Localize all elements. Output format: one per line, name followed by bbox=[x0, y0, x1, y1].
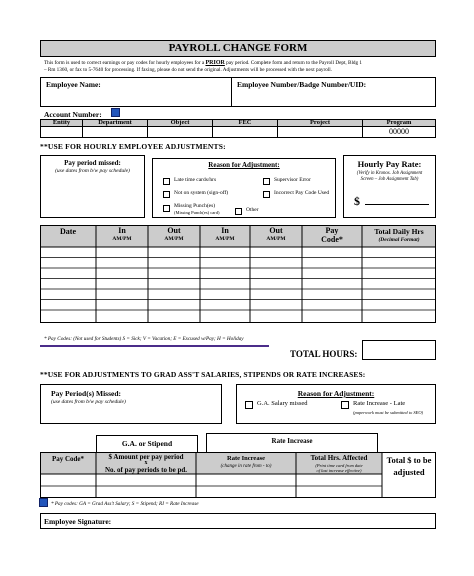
time-col-in-2-ampm: AM/PM bbox=[215, 236, 235, 242]
adj-col-total-2: adjusted bbox=[393, 467, 425, 477]
employee-signature-label: Employee Signature: bbox=[44, 517, 112, 526]
grad-tab-ga-label: G.A. or Stipend bbox=[121, 439, 173, 448]
account-table bbox=[40, 119, 436, 138]
time-col-in-1-ampm: AM/PM bbox=[112, 236, 132, 242]
reason-missing-punch-label: Missing Punch(es) bbox=[174, 203, 216, 209]
time-col-out-1: Out bbox=[167, 226, 181, 235]
grad-tab-rate-label: Rate Increase bbox=[271, 437, 313, 445]
grad-reason-title: Reason for Adjustment: bbox=[297, 389, 375, 398]
time-col-in-1: In bbox=[118, 226, 126, 235]
account-header-fec: FEC bbox=[238, 119, 252, 126]
grad-tab-rate-increase bbox=[206, 433, 378, 453]
reason-supervisor-error-checkbox[interactable] bbox=[263, 178, 270, 185]
adj-col-amount-2: x bbox=[144, 460, 148, 466]
grad-reason-salary-label: G.A. Salary missed bbox=[257, 400, 308, 407]
hourly-rate-dollar: $ bbox=[354, 194, 360, 208]
adj-paycodes-marker bbox=[39, 498, 48, 507]
account-cell-fec[interactable] bbox=[212, 126, 278, 138]
intro-line-1b: pay period. Complete form and return to the Payroll Dept, Bldg 1 bbox=[226, 60, 362, 66]
adj-col-hours: Total Hrs. Affected bbox=[310, 454, 368, 462]
time-col-total: Total Daily Hrs bbox=[374, 227, 424, 236]
form-title-bar bbox=[40, 40, 436, 57]
adj-col-rate-sub: (change in rate from - to) bbox=[220, 464, 272, 469]
grad-reason-box bbox=[236, 384, 436, 424]
hourly-missed-label: Pay period missed: bbox=[64, 159, 121, 167]
intro-line-1a: This form is used to correct earnings or pay codes for hourly employees for a bbox=[44, 60, 205, 66]
reason-incorrect-pay-code-checkbox[interactable] bbox=[263, 191, 270, 198]
section-divider-purple bbox=[40, 345, 269, 347]
reason-other-checkbox[interactable] bbox=[235, 208, 242, 215]
reason-missing-punch-checkbox[interactable] bbox=[163, 205, 170, 212]
time-col-in-2: In bbox=[221, 226, 229, 235]
account-header-project: Project bbox=[309, 119, 331, 126]
hourly-pay-rate-box bbox=[343, 155, 436, 218]
account-number-label: Account Number: bbox=[44, 110, 102, 119]
account-program-value: 00000 bbox=[389, 127, 409, 136]
reason-late-time-label: Late time cards/hrs bbox=[174, 177, 217, 183]
employee-number-field[interactable] bbox=[231, 77, 436, 107]
reason-not-on-system-checkbox[interactable] bbox=[163, 191, 170, 198]
grad-reason-salary-checkbox[interactable] bbox=[245, 401, 253, 409]
adj-col-hours-sub-1: (Print time card from date bbox=[315, 463, 363, 468]
time-col-paycode: Pay bbox=[325, 226, 339, 235]
adj-paycodes-note: * Pay codes: GA = Grad Ass't Salary; S = Stipend; RI = Rate Increase bbox=[51, 501, 199, 507]
total-hours-label: TOTAL HOURS: bbox=[290, 349, 358, 359]
reason-late-time-checkbox[interactable] bbox=[163, 178, 170, 185]
hourly-rate-title: Hourly Pay Rate: bbox=[357, 159, 422, 169]
hourly-rate-input[interactable] bbox=[365, 204, 429, 205]
adj-col-amount-1: $ Amount per pay period bbox=[108, 453, 184, 461]
total-hours-input[interactable] bbox=[362, 340, 436, 360]
hourly-pay-period-field[interactable] bbox=[40, 155, 145, 218]
hourly-missed-sub: (use dates from b/w pay schedule) bbox=[55, 168, 130, 174]
grad-section-heading: **USE FOR ADJUSTMENTS TO GRAD ASS'T SALARIES, STIPENDS OR RATE INCREASES: bbox=[40, 370, 366, 379]
reason-not-on-system-label: Not on system (sign-off) bbox=[174, 190, 229, 196]
intro-line-1 bbox=[44, 60, 362, 66]
account-cell-department[interactable] bbox=[82, 126, 148, 138]
grad-pay-period-field[interactable] bbox=[40, 384, 222, 424]
adjustment-table bbox=[40, 452, 436, 498]
reason-supervisor-error-label: Supervisor Error bbox=[274, 177, 311, 183]
reason-missing-punch-sub: (Missing Punch(es) card) bbox=[174, 210, 220, 215]
time-col-out-1-ampm: AM/PM bbox=[164, 236, 184, 242]
grad-reason-note: (paperwork must be submitted to SEO) bbox=[353, 410, 424, 415]
account-cell-project[interactable] bbox=[277, 126, 363, 138]
intro-line-2: – Rm 1360, or fax to 5-7640 for processing. If faxing, please do not send the original. Adjustments will be processed with the next payroll. bbox=[44, 67, 332, 73]
hourly-reason-title: Reason for Adjustment: bbox=[208, 161, 280, 169]
hourly-rate-sub-1: (Verify in Kronos. Job Assignment bbox=[356, 171, 423, 176]
account-header-program: Program bbox=[386, 119, 412, 126]
employee-signature-field[interactable] bbox=[40, 513, 436, 529]
grad-tab-ga-stipend bbox=[96, 435, 198, 453]
grad-reason-rate-late-label: Rate Increase - Late bbox=[353, 400, 406, 407]
adj-col-rate: Rate Increase bbox=[227, 455, 265, 462]
reason-incorrect-pay-code-label: Incorrect Pay Code Used bbox=[274, 190, 330, 196]
grad-missed-sub: (use dates from b/w pay schedule) bbox=[51, 399, 126, 405]
employee-name-field[interactable] bbox=[40, 77, 232, 107]
employee-name-label: Employee Name: bbox=[46, 80, 101, 89]
account-header-object: Object bbox=[170, 119, 190, 126]
form-title: PAYROLL CHANGE FORM bbox=[168, 42, 308, 54]
hourly-rate-sub-2: Screen – Job Assignment Tab) bbox=[360, 177, 419, 182]
account-cell-object[interactable] bbox=[147, 126, 213, 138]
time-col-out-2: Out bbox=[269, 226, 283, 235]
time-col-date: Date bbox=[60, 227, 76, 236]
time-paycodes-note: * Pay Codes: (Not used for Students) S = Sick; V = Vacation; E = Excused w/Pay; H = Holiday bbox=[44, 336, 244, 342]
time-table bbox=[40, 225, 436, 323]
account-number-marker bbox=[111, 108, 120, 117]
grad-missed-label: Pay Period(s) Missed: bbox=[51, 389, 121, 398]
employee-number-label: Employee Number/Badge Number/UID: bbox=[237, 80, 367, 89]
hourly-section-heading: **USE FOR HOURLY EMPLOYEE ADJUSTMENTS: bbox=[40, 142, 226, 151]
grad-reason-rate-late-checkbox[interactable] bbox=[341, 401, 349, 409]
time-col-out-2-ampm: AM/PM bbox=[266, 236, 286, 242]
time-col-paycode-2: Code* bbox=[321, 235, 343, 244]
intro-prior: PRIOR bbox=[205, 60, 225, 66]
account-header-entity: Entity bbox=[52, 119, 71, 126]
adj-col-paycode: Pay Code* bbox=[51, 455, 85, 463]
reason-other-label: Other bbox=[246, 207, 259, 213]
time-col-total-sub: (Decimal Format) bbox=[378, 237, 420, 243]
adj-col-hours-sub-2: of last increase effective) bbox=[316, 468, 362, 473]
adj-col-total-1: Total $ to be bbox=[386, 455, 432, 465]
hourly-reason-box bbox=[152, 158, 336, 218]
adj-col-amount-3: No. of pay periods to be pd. bbox=[104, 466, 188, 474]
account-cell-entity[interactable] bbox=[40, 126, 83, 138]
account-header-department: Department bbox=[98, 119, 132, 126]
